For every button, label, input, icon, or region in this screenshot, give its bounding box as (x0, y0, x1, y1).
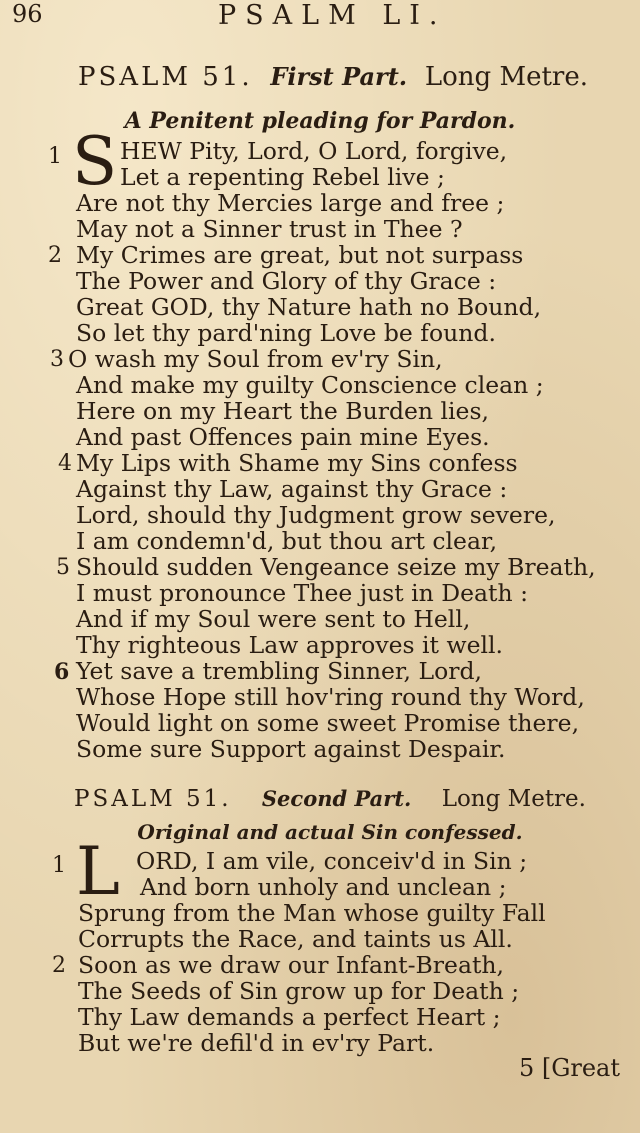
verse-line: Thy Law demands a perfect Heart ; (78, 1003, 501, 1031)
verse-line: Thy righteous Law approves it well. (76, 631, 503, 659)
verse-line: And if my Soul were sent to Hell, (76, 605, 471, 633)
verse-line: The Power and Glory of thy Grace : (76, 267, 497, 295)
verse-line: So let thy pard'ning Love be found. (76, 319, 496, 347)
verse-line: My Crimes are great, but not surpass (76, 241, 524, 269)
verse-line: I am condemn'd, but thou art clear, (76, 527, 498, 555)
page-number: 96 (12, 0, 43, 28)
verse-line: Some sure Support against Despair. (76, 735, 506, 763)
psalm-part: First Part. (270, 62, 408, 91)
psalm-label: PSALM 51. (74, 786, 232, 812)
verse-line: And born unholy and unclean ; (140, 873, 507, 901)
catchword: 5 [Great (518, 1054, 620, 1082)
drop-cap: L (76, 833, 120, 910)
verse-number: 1 (48, 144, 62, 169)
verse-number: 2 (52, 953, 66, 978)
psalm-heading-first (78, 62, 588, 92)
psalm-subtitle-second: Original and actual Sin confessed. (137, 820, 523, 844)
drop-cap: S (72, 123, 118, 200)
verse-line: Should sudden Vengeance seize my Breath, (76, 553, 596, 581)
psalm-metre: Long Metre. (424, 62, 588, 92)
psalm-label: PSALM 51. (78, 62, 253, 92)
verse-line: And past Offences pain mine Eyes. (76, 423, 490, 451)
verse-number: 4 (58, 451, 72, 476)
verse-line: O wash my Soul from ev'ry Sin, (68, 345, 443, 373)
verse-line: The Seeds of Sin grow up for Death ; (78, 977, 520, 1005)
verse-number: 5 (56, 555, 70, 580)
running-head-title: PSALM LI. (218, 0, 447, 31)
verse-line: May not a Sinner trust in Thee ? (76, 215, 463, 243)
verse-line: I must pronounce Thee just in Death : (76, 579, 528, 607)
psalm-metre: Long Metre. (441, 786, 586, 812)
verse-line: Against thy Law, against thy Grace : (76, 475, 508, 503)
verse-line: Would light on some sweet Promise there, (76, 709, 580, 737)
verse-number: 2 (48, 243, 62, 268)
verse-line: But we're defil'd in ev'ry Part. (78, 1029, 435, 1057)
verse-line: Sprung from the Man whose guilty Fall (78, 899, 546, 927)
verse-line: Great GOD, thy Nature hath no Bound, (76, 293, 542, 321)
verse-number: 1 (52, 853, 66, 878)
psalm-part: Second Part. (261, 786, 412, 811)
verse-number: 3 (50, 347, 64, 372)
psalm-subtitle-first: A Penitent pleading for Pardon. (124, 108, 516, 134)
verse-line: Here on my Heart the Burden lies, (76, 397, 489, 425)
verse-line: Corrupts the Race, and taints us All. (78, 925, 513, 953)
verse-line: Yet save a trembling Sinner, Lord, (76, 657, 482, 685)
verse-line: My Lips with Shame my Sins confess (76, 449, 518, 477)
verse-line: ORD, I am vile, conceiv'd in Sin ; (136, 847, 528, 875)
psalm-heading-second (74, 786, 586, 812)
verse-line: Let a repenting Rebel live ; (120, 163, 445, 191)
verse-number: 6 (54, 659, 70, 685)
verse-line: Are not thy Mercies large and free ; (76, 189, 505, 217)
verse-line: HEW Pity, Lord, O Lord, forgive, (120, 137, 508, 165)
verse-line: Whose Hope still hov'ring round thy Word, (76, 683, 585, 711)
verse-line: And make my guilty Conscience clean ; (76, 371, 544, 399)
verse-line: Soon as we draw our Infant-Breath, (78, 951, 505, 979)
verse-line: Lord, should thy Judgment grow severe, (76, 501, 556, 529)
